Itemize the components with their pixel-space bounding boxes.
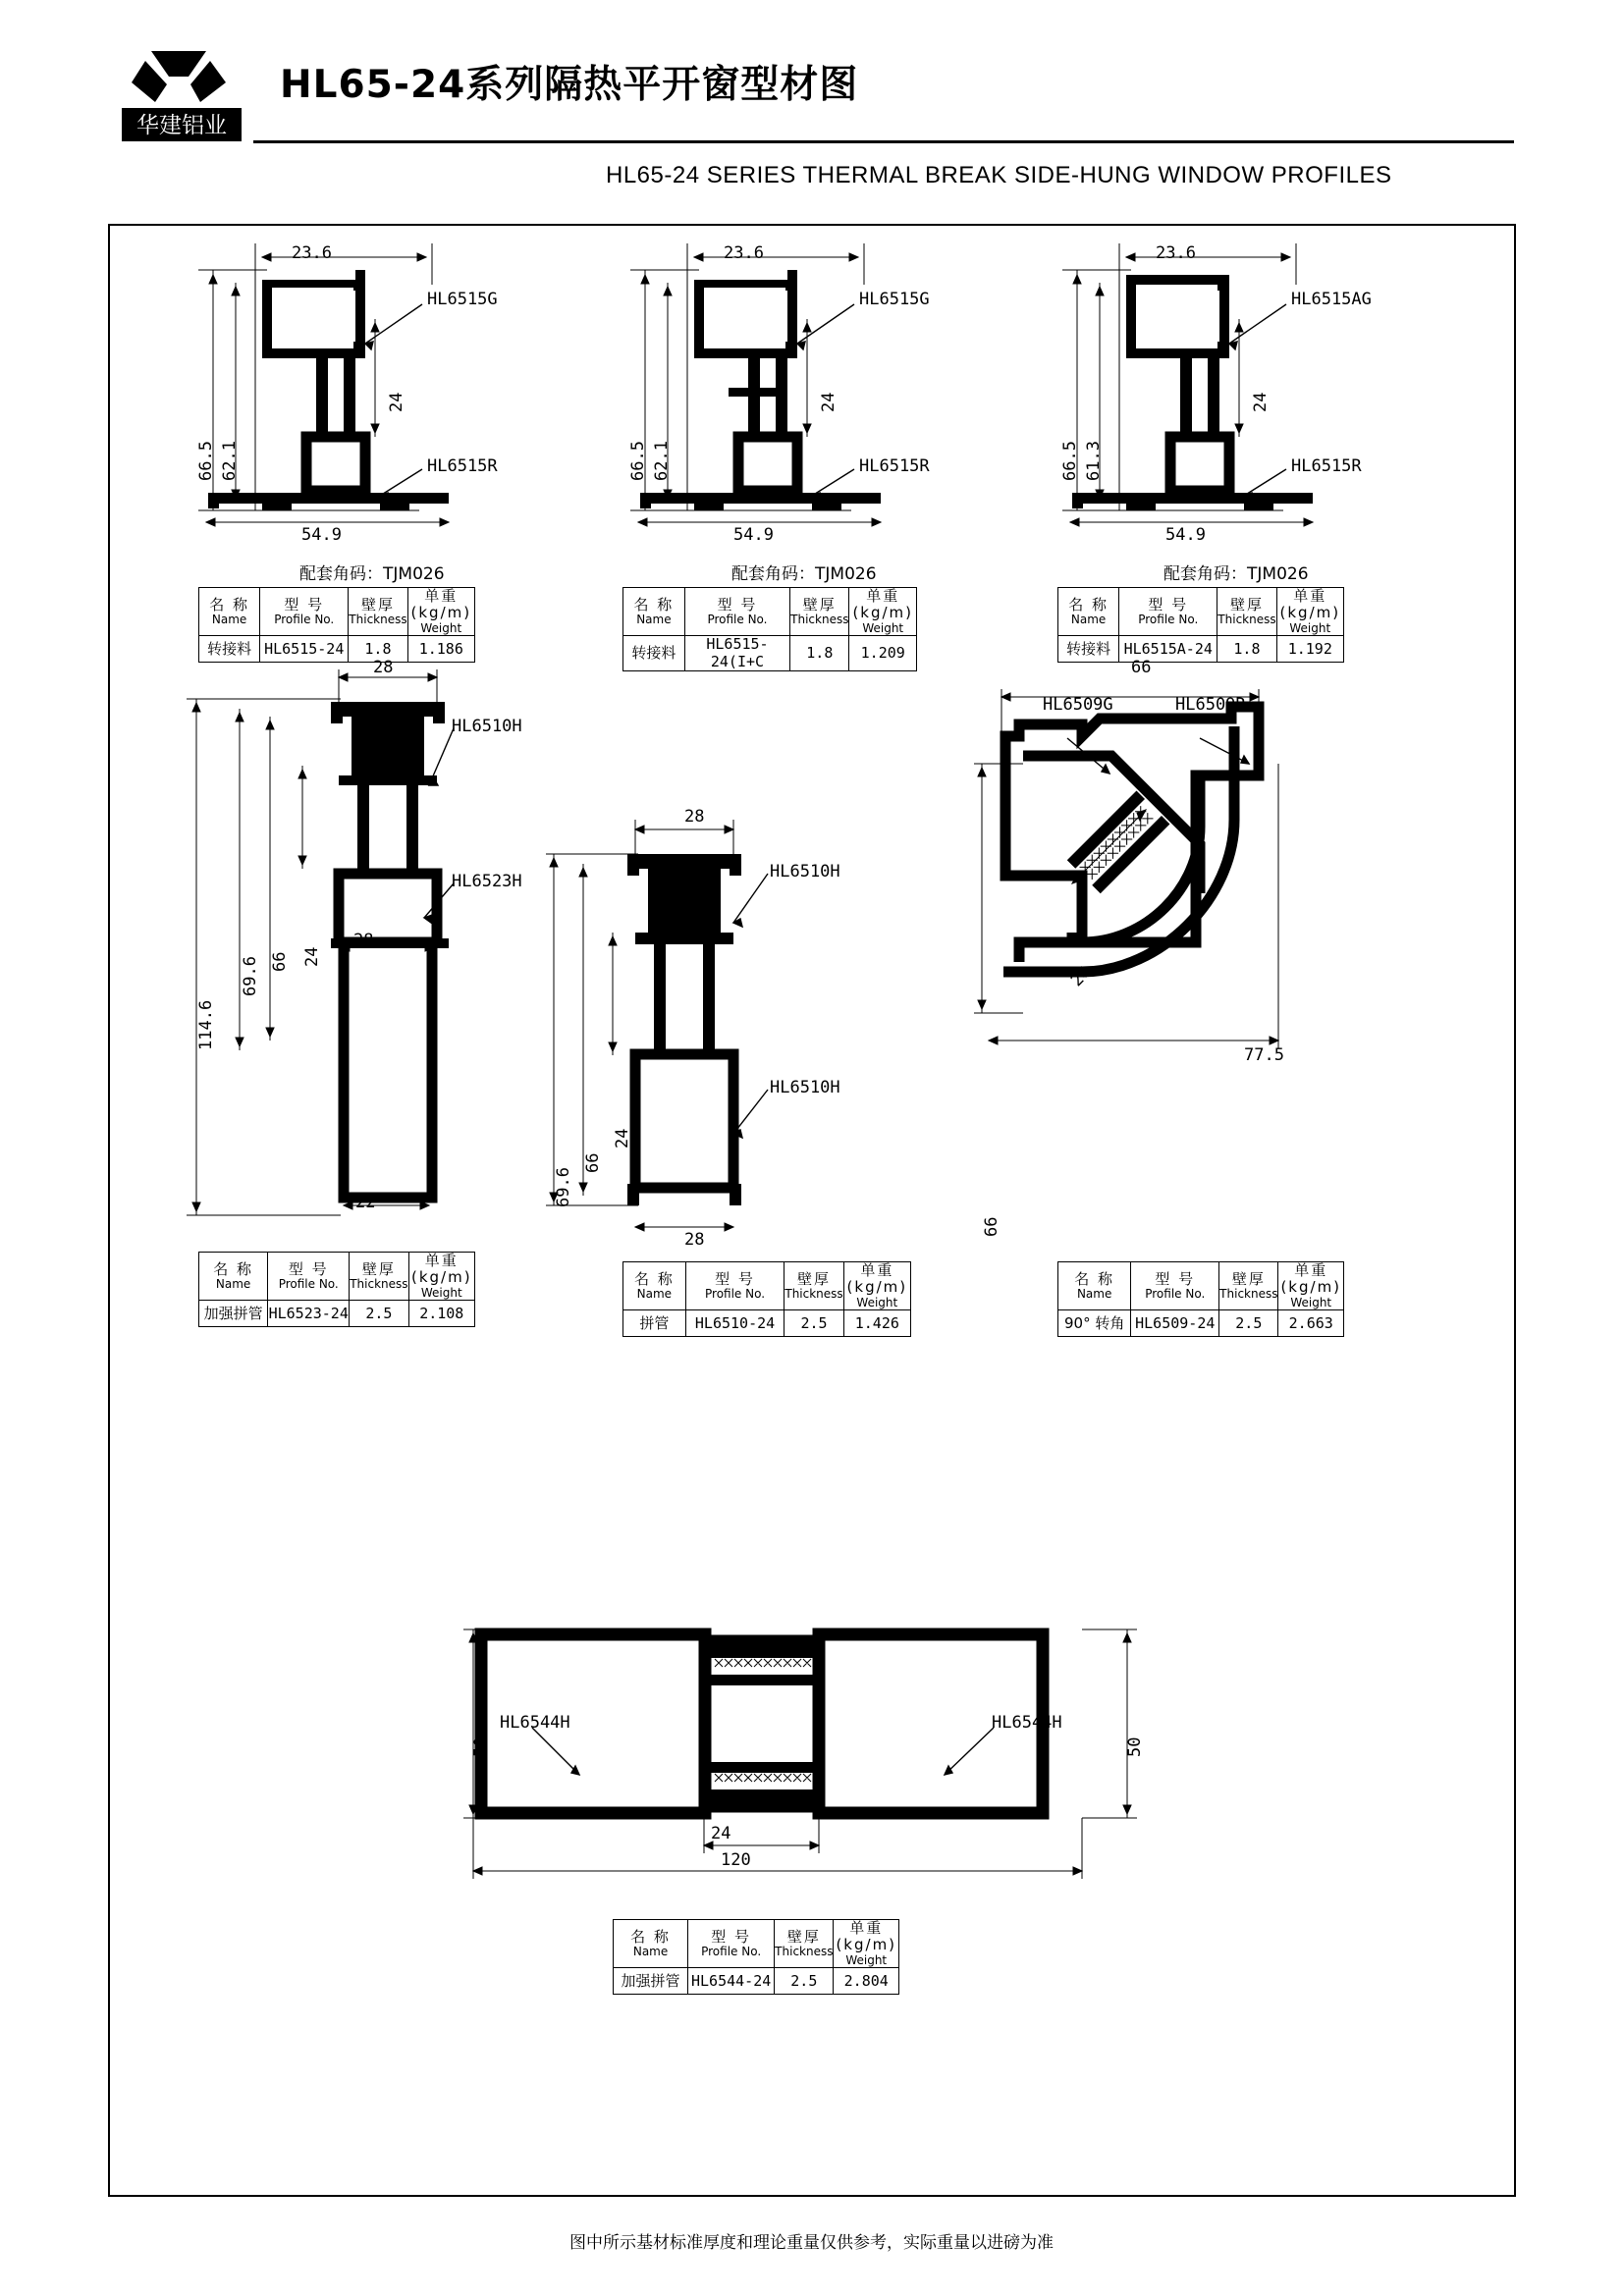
figure-1-dim-665: 66.5 bbox=[196, 441, 216, 481]
cell-model: HL6515-24 bbox=[260, 636, 349, 663]
th-weight-cn: 单重(kg/m) bbox=[1280, 1261, 1342, 1297]
th-model-en: Profile No. bbox=[1138, 612, 1199, 626]
figure-7-drawing bbox=[434, 1600, 1180, 1895]
figure-2-dim-24: 24 bbox=[819, 392, 839, 412]
th-name-cn: 名 称 bbox=[633, 595, 675, 614]
th-thick-en: Thickness bbox=[350, 1276, 408, 1291]
th-name-cn: 名 称 bbox=[1074, 1269, 1115, 1288]
th-name-cn: 名 称 bbox=[213, 1259, 253, 1278]
cell-weight: 1.192 bbox=[1276, 636, 1343, 663]
figure-3-dim-665: 66.5 bbox=[1060, 441, 1080, 481]
cell-thickness: 1.8 bbox=[790, 636, 849, 671]
header-divider bbox=[253, 140, 1514, 143]
th-weight-en: Weight bbox=[856, 1295, 898, 1309]
figure-2-dim-549: 54.9 bbox=[733, 525, 774, 545]
cell-name: 转接料 bbox=[1058, 636, 1119, 663]
figure-6-dim-24: 24 bbox=[1067, 962, 1096, 991]
th-weight-en: Weight bbox=[420, 620, 462, 635]
figure-4-spec-table bbox=[198, 1252, 475, 1327]
cell-weight: 2.663 bbox=[1278, 1310, 1344, 1337]
table-row bbox=[1058, 1310, 1344, 1337]
figure-5-dim-696: 69.6 bbox=[554, 1167, 573, 1207]
th-name-en: Name bbox=[1070, 612, 1107, 626]
figure-7-dim-50-right: 50 bbox=[1125, 1736, 1145, 1757]
page-header bbox=[0, 0, 1623, 196]
table-row bbox=[614, 1968, 899, 1995]
cell-model: HL6544-24 bbox=[688, 1968, 775, 1995]
figure-6-spec-table bbox=[1057, 1261, 1344, 1337]
cell-weight: 1.426 bbox=[843, 1310, 910, 1337]
figure-4-callout-hl6523h: HL6523H bbox=[452, 872, 522, 891]
figure-5-callout-hl6510h-bottom: HL6510H bbox=[770, 1078, 840, 1097]
th-weight-en: Weight bbox=[420, 1285, 462, 1300]
figure-1-dim-236: 23.6 bbox=[292, 243, 332, 263]
drawing-frame bbox=[108, 224, 1516, 2197]
th-weight-en: Weight bbox=[862, 620, 904, 635]
th-weight-cn: 单重(kg/m) bbox=[1279, 587, 1341, 622]
figure-5-dim-66: 66 bbox=[583, 1152, 603, 1173]
th-model-en: Profile No. bbox=[701, 1944, 762, 1958]
th-thick-cn: 壁厚 bbox=[797, 1269, 832, 1288]
company-logo-icon bbox=[116, 47, 248, 145]
figure-7-dim-50-left: 50 bbox=[471, 1736, 491, 1757]
th-name-en: Name bbox=[636, 612, 672, 626]
th-weight-cn: 单重(kg/m) bbox=[846, 1261, 908, 1297]
th-model-cn: 型 号 bbox=[284, 595, 325, 614]
figure-4-dim-28-mid: 28 bbox=[353, 931, 374, 950]
figure-2-dim-621: 62.1 bbox=[652, 441, 672, 481]
figure-1-dim-549: 54.9 bbox=[301, 525, 342, 545]
figure-4-dim-66: 66 bbox=[270, 951, 290, 972]
figure-6-drawing bbox=[964, 648, 1426, 1158]
figure-3-callout-hl6515ag: HL6515AG bbox=[1291, 290, 1372, 309]
figure-4-dim-1146: 114.6 bbox=[196, 999, 216, 1050]
cell-name: 拼管 bbox=[623, 1310, 686, 1337]
figure-5-dim-28-bottom: 28 bbox=[684, 1230, 705, 1250]
th-name-en: Name bbox=[632, 1944, 669, 1958]
th-weight-en: Weight bbox=[1290, 1295, 1332, 1309]
figure-6-dim-66-top: 66 bbox=[1131, 658, 1152, 677]
figure-5-dim-24: 24 bbox=[613, 1128, 632, 1148]
th-thick-en: Thickness bbox=[775, 1944, 834, 1958]
figure-1-callout-hl6515r: HL6515R bbox=[427, 456, 498, 476]
cell-weight: 2.804 bbox=[834, 1968, 899, 1995]
th-thick-en: Thickness bbox=[784, 1286, 843, 1301]
figure-1-corner-code: 配套角码：TJM026 bbox=[299, 564, 445, 584]
cell-model: HL6523-24 bbox=[268, 1301, 350, 1327]
th-weight-cn: 单重(kg/m) bbox=[836, 1919, 897, 1954]
th-thick-en: Thickness bbox=[1219, 1286, 1278, 1301]
th-weight-en: Weight bbox=[845, 1952, 888, 1967]
th-model-cn: 型 号 bbox=[288, 1259, 329, 1278]
figure-2-dim-236: 23.6 bbox=[724, 243, 764, 263]
th-thick-cn: 壁厚 bbox=[361, 1259, 396, 1278]
cell-thickness: 2.5 bbox=[784, 1310, 843, 1337]
figure-1-callout-hl6515g: HL6515G bbox=[427, 290, 498, 309]
figure-2-spec-table bbox=[622, 587, 917, 671]
th-model-en: Profile No. bbox=[1145, 1286, 1206, 1301]
cell-weight: 2.108 bbox=[408, 1301, 474, 1327]
th-thick-cn: 壁厚 bbox=[1229, 595, 1264, 614]
th-thick-cn: 壁厚 bbox=[802, 595, 837, 614]
figure-2-corner-code: 配套角码：TJM026 bbox=[731, 564, 877, 584]
figure-1-dim-24: 24 bbox=[387, 392, 406, 412]
figure-3-dim-236: 23.6 bbox=[1156, 243, 1196, 263]
figure-2-dim-665: 66.5 bbox=[628, 441, 648, 481]
th-weight-cn: 单重(kg/m) bbox=[410, 587, 472, 622]
cell-model: HL6509-24 bbox=[1131, 1310, 1219, 1337]
th-model-cn: 型 号 bbox=[1148, 595, 1189, 614]
figure-6-callout-hl6509r: HL6509R bbox=[1175, 695, 1246, 715]
th-name-cn: 名 称 bbox=[630, 1927, 671, 1946]
cell-model: HL6510-24 bbox=[685, 1310, 784, 1337]
th-model-en: Profile No. bbox=[278, 1276, 339, 1291]
cell-name: 加强拼管 bbox=[199, 1301, 268, 1327]
th-model-cn: 型 号 bbox=[711, 1927, 752, 1946]
cell-model: HL6515-24(I+C bbox=[684, 636, 789, 671]
figure-3-dim-24: 24 bbox=[1251, 392, 1271, 412]
figure-7-callout-hl6544h-left: HL6544H bbox=[500, 1713, 570, 1733]
page-subtitle: HL65-24 SERIES THERMAL BREAK SIDE-HUNG WINDOW PROFILES bbox=[606, 162, 1392, 188]
figure-4-dim-696: 69.6 bbox=[241, 956, 260, 996]
th-model-cn: 型 号 bbox=[717, 595, 758, 614]
cell-thickness: 2.5 bbox=[350, 1301, 408, 1327]
th-model-cn: 型 号 bbox=[1155, 1269, 1196, 1288]
cell-thickness: 1.8 bbox=[349, 636, 407, 663]
cell-weight: 1.186 bbox=[407, 636, 474, 663]
figure-5-drawing bbox=[532, 795, 905, 1306]
figure-6-dim-775: 77.5 bbox=[1244, 1045, 1284, 1065]
cell-name: 转接料 bbox=[199, 636, 260, 663]
figure-7-dim-120: 120 bbox=[721, 1850, 751, 1870]
figure-2-callout-hl6515g: HL6515G bbox=[859, 290, 930, 309]
th-name-cn: 名 称 bbox=[633, 1269, 675, 1288]
figure-4-callout-hl6510h: HL6510H bbox=[452, 717, 522, 736]
th-weight-en: Weight bbox=[1289, 620, 1331, 635]
th-thick-en: Thickness bbox=[790, 612, 849, 626]
th-thick-en: Thickness bbox=[1217, 612, 1276, 626]
cell-weight: 1.209 bbox=[849, 636, 917, 671]
figure-4-dim-28-top: 28 bbox=[373, 658, 394, 677]
cell-name: 加强拼管 bbox=[614, 1968, 688, 1995]
figure-3-callout-hl6515r: HL6515R bbox=[1291, 456, 1362, 476]
th-name-en: Name bbox=[215, 1276, 251, 1291]
figure-3-dim-613: 61.3 bbox=[1084, 441, 1104, 481]
th-model-en: Profile No. bbox=[274, 612, 335, 626]
th-model-en: Profile No. bbox=[707, 612, 768, 626]
figure-6-callout-hl6509g: HL6509G bbox=[1043, 695, 1113, 715]
th-thick-en: Thickness bbox=[349, 612, 407, 626]
th-name-en: Name bbox=[211, 612, 247, 626]
figure-5-dim-28-top: 28 bbox=[684, 807, 705, 827]
table-row bbox=[199, 1301, 475, 1327]
th-model-en: Profile No. bbox=[705, 1286, 766, 1301]
page-title: HL65-24系列隔热平开窗型材图 bbox=[280, 63, 859, 107]
th-thick-cn: 壁厚 bbox=[1231, 1269, 1266, 1288]
figure-5-callout-hl6510h-top: HL6510H bbox=[770, 862, 840, 881]
figure-2-callout-hl6515r: HL6515R bbox=[859, 456, 930, 476]
th-thick-cn: 壁厚 bbox=[360, 595, 395, 614]
figure-1-dim-621: 62.1 bbox=[220, 441, 240, 481]
cell-thickness: 1.8 bbox=[1217, 636, 1276, 663]
th-name-en: Name bbox=[1076, 1286, 1112, 1301]
th-weight-cn: 单重(kg/m) bbox=[410, 1252, 472, 1287]
th-name-cn: 名 称 bbox=[209, 595, 249, 614]
figure-4-drawing bbox=[130, 648, 522, 1256]
th-thick-cn: 壁厚 bbox=[786, 1927, 821, 1946]
th-weight-cn: 单重(kg/m) bbox=[852, 587, 914, 622]
figure-5-spec-table bbox=[622, 1261, 911, 1337]
th-model-cn: 型 号 bbox=[715, 1269, 755, 1288]
figure-4-dim-22: 22 bbox=[355, 1193, 376, 1212]
figure-3-dim-549: 54.9 bbox=[1165, 525, 1206, 545]
svg-text:华建铝业: 华建铝业 bbox=[136, 113, 227, 138]
figure-7-dim-24: 24 bbox=[711, 1824, 731, 1843]
th-name-cn: 名 称 bbox=[1068, 595, 1109, 614]
figure-7-callout-hl6544h-right: HL6544H bbox=[992, 1713, 1062, 1733]
table-row bbox=[623, 1310, 911, 1337]
figure-7-spec-table bbox=[613, 1919, 899, 1995]
cell-thickness: 2.5 bbox=[1219, 1310, 1278, 1337]
figure-3-corner-code: 配套角码：TJM026 bbox=[1163, 564, 1309, 584]
cell-model: HL6515A-24 bbox=[1119, 636, 1217, 663]
table-row bbox=[623, 636, 917, 671]
figure-6-dim-66-left: 66 bbox=[982, 1216, 1001, 1237]
cell-name: 转接料 bbox=[623, 636, 685, 671]
figure-4-dim-24: 24 bbox=[302, 946, 322, 967]
footer-note: 图中所示基材标准厚度和理论重量仅供参考，实际重量以进磅为准 bbox=[569, 2233, 1054, 2253]
cell-thickness: 2.5 bbox=[775, 1968, 834, 1995]
th-name-en: Name bbox=[636, 1286, 673, 1301]
cell-name: 90° 转角 bbox=[1058, 1310, 1131, 1337]
